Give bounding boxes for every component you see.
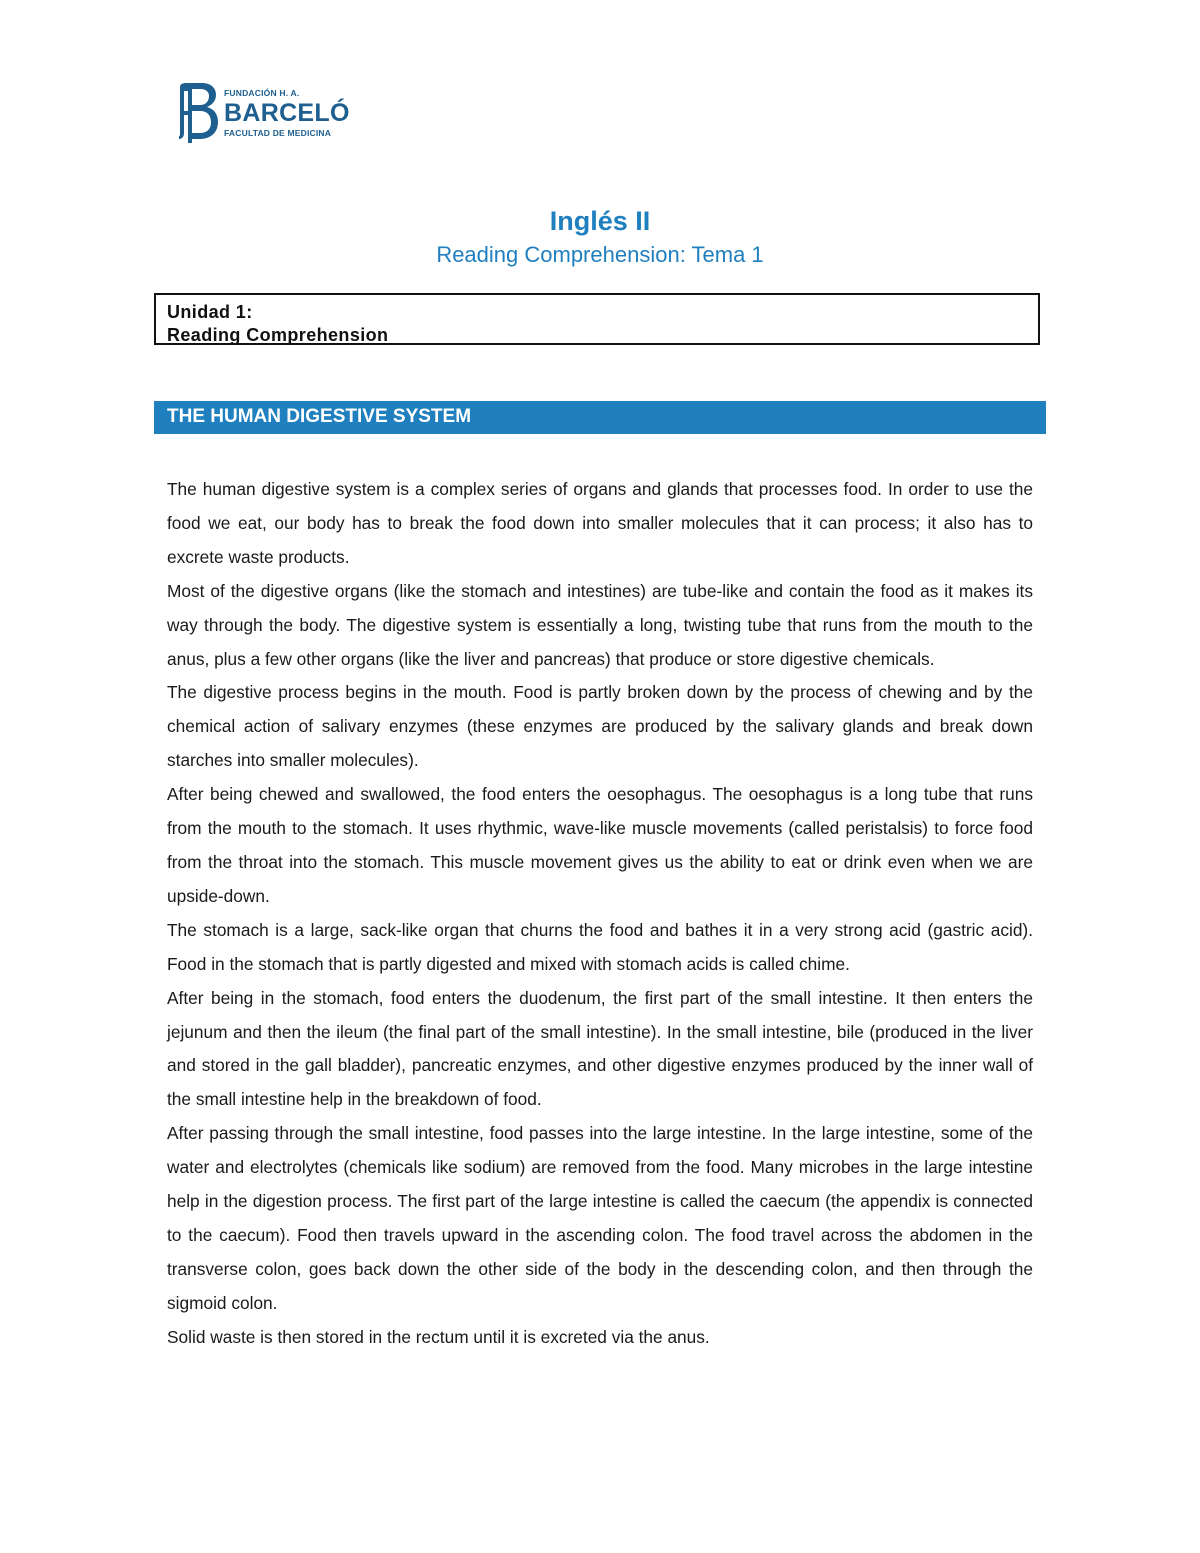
logo-name: BARCELÓ	[224, 98, 350, 127]
page-subtitle: Reading Comprehension: Tema 1	[436, 242, 764, 267]
institution-logo	[174, 80, 374, 146]
unit-topic: Reading Comprehension	[167, 325, 389, 345]
paragraph: After being in the stomach, food enters the duodenum, the first part of the small intestine. It then enters the jejunum and then the ileum (the final part of the small intestine). In the small intestine, bile (produced in the liver and stored in the gall bladder), pancreatic enzymes, and other digestive enzymes produced by the inner wall of the small intestine help in the breakdown of food.	[167, 987, 1033, 1110]
fb-monogram-icon	[174, 81, 220, 145]
page-title: Inglés II	[549, 206, 651, 236]
paragraph: After passing through the small intestine, food passes into the large intestine. In the large intestine, some of the water and electrolytes (chemicals like sodium) are removed from the food. Many microbes in the large intestine help in the digestion process. The first part of the large intestine is called the caecum (the appendix is connected to the caecum). Food then travels upward in the ascending colon. The food travel across the abdomen in the transverse colon, goes back down the other side of the body in the descending colon, and then through the sigmoid colon.	[167, 1123, 1033, 1313]
section-heading: THE HUMAN DIGESTIVE SYSTEM	[154, 401, 1046, 434]
paragraph: After being chewed and swallowed, the food enters the oesophagus. The oesophagus is a long tube that runs from the mouth to the stomach. It uses rhythmic, wave-like muscle movements (called peristalsis) to force food from the throat into the stomach. This muscle movement gives us the ability to eat or drink even when we are upside-down.	[167, 784, 1033, 906]
paragraph: Solid waste is then stored in the rectum until it is excreted via the anus.	[167, 1326, 710, 1347]
paragraph: The human digestive system is a complex series of organs and glands that processes food. In order to use the food we eat, our body has to break the food down into smaller molecules that it can process; it also has to excrete waste products.	[167, 479, 1033, 567]
paragraph: The digestive process begins in the mouth. Food is partly broken down by the process of chewing and by the chemical action of salivary enzymes (these enzymes are produced by the salivary glands and break down starches into smaller molecules).	[167, 682, 1033, 771]
logo-foundation-line: FUNDACIÓN H. A.	[224, 88, 300, 98]
article-body	[167, 473, 1033, 1355]
paragraph: The stomach is a large, sack-like organ that churns the food and bathes it in a very strong acid (gastric acid). Food in the stomach that is partly digested and mixed with stomach acids is called chime.	[167, 919, 1033, 974]
unit-number: Unidad 1:	[167, 302, 253, 322]
logo-wordmark	[224, 89, 350, 137]
logo-faculty-line: FACULTAD DE MEDICINA	[224, 127, 332, 138]
paragraph: Most of the digestive organs (like the stomach and intestines) are tube-like and contain the food as it makes its way through the body. The digestive system is essentially a long, twisting tube that runs from the mouth to the anus, plus a few other organs (like the liver and pancreas) that produce or store digestive chemicals.	[167, 580, 1033, 669]
unit-box	[154, 293, 1040, 345]
